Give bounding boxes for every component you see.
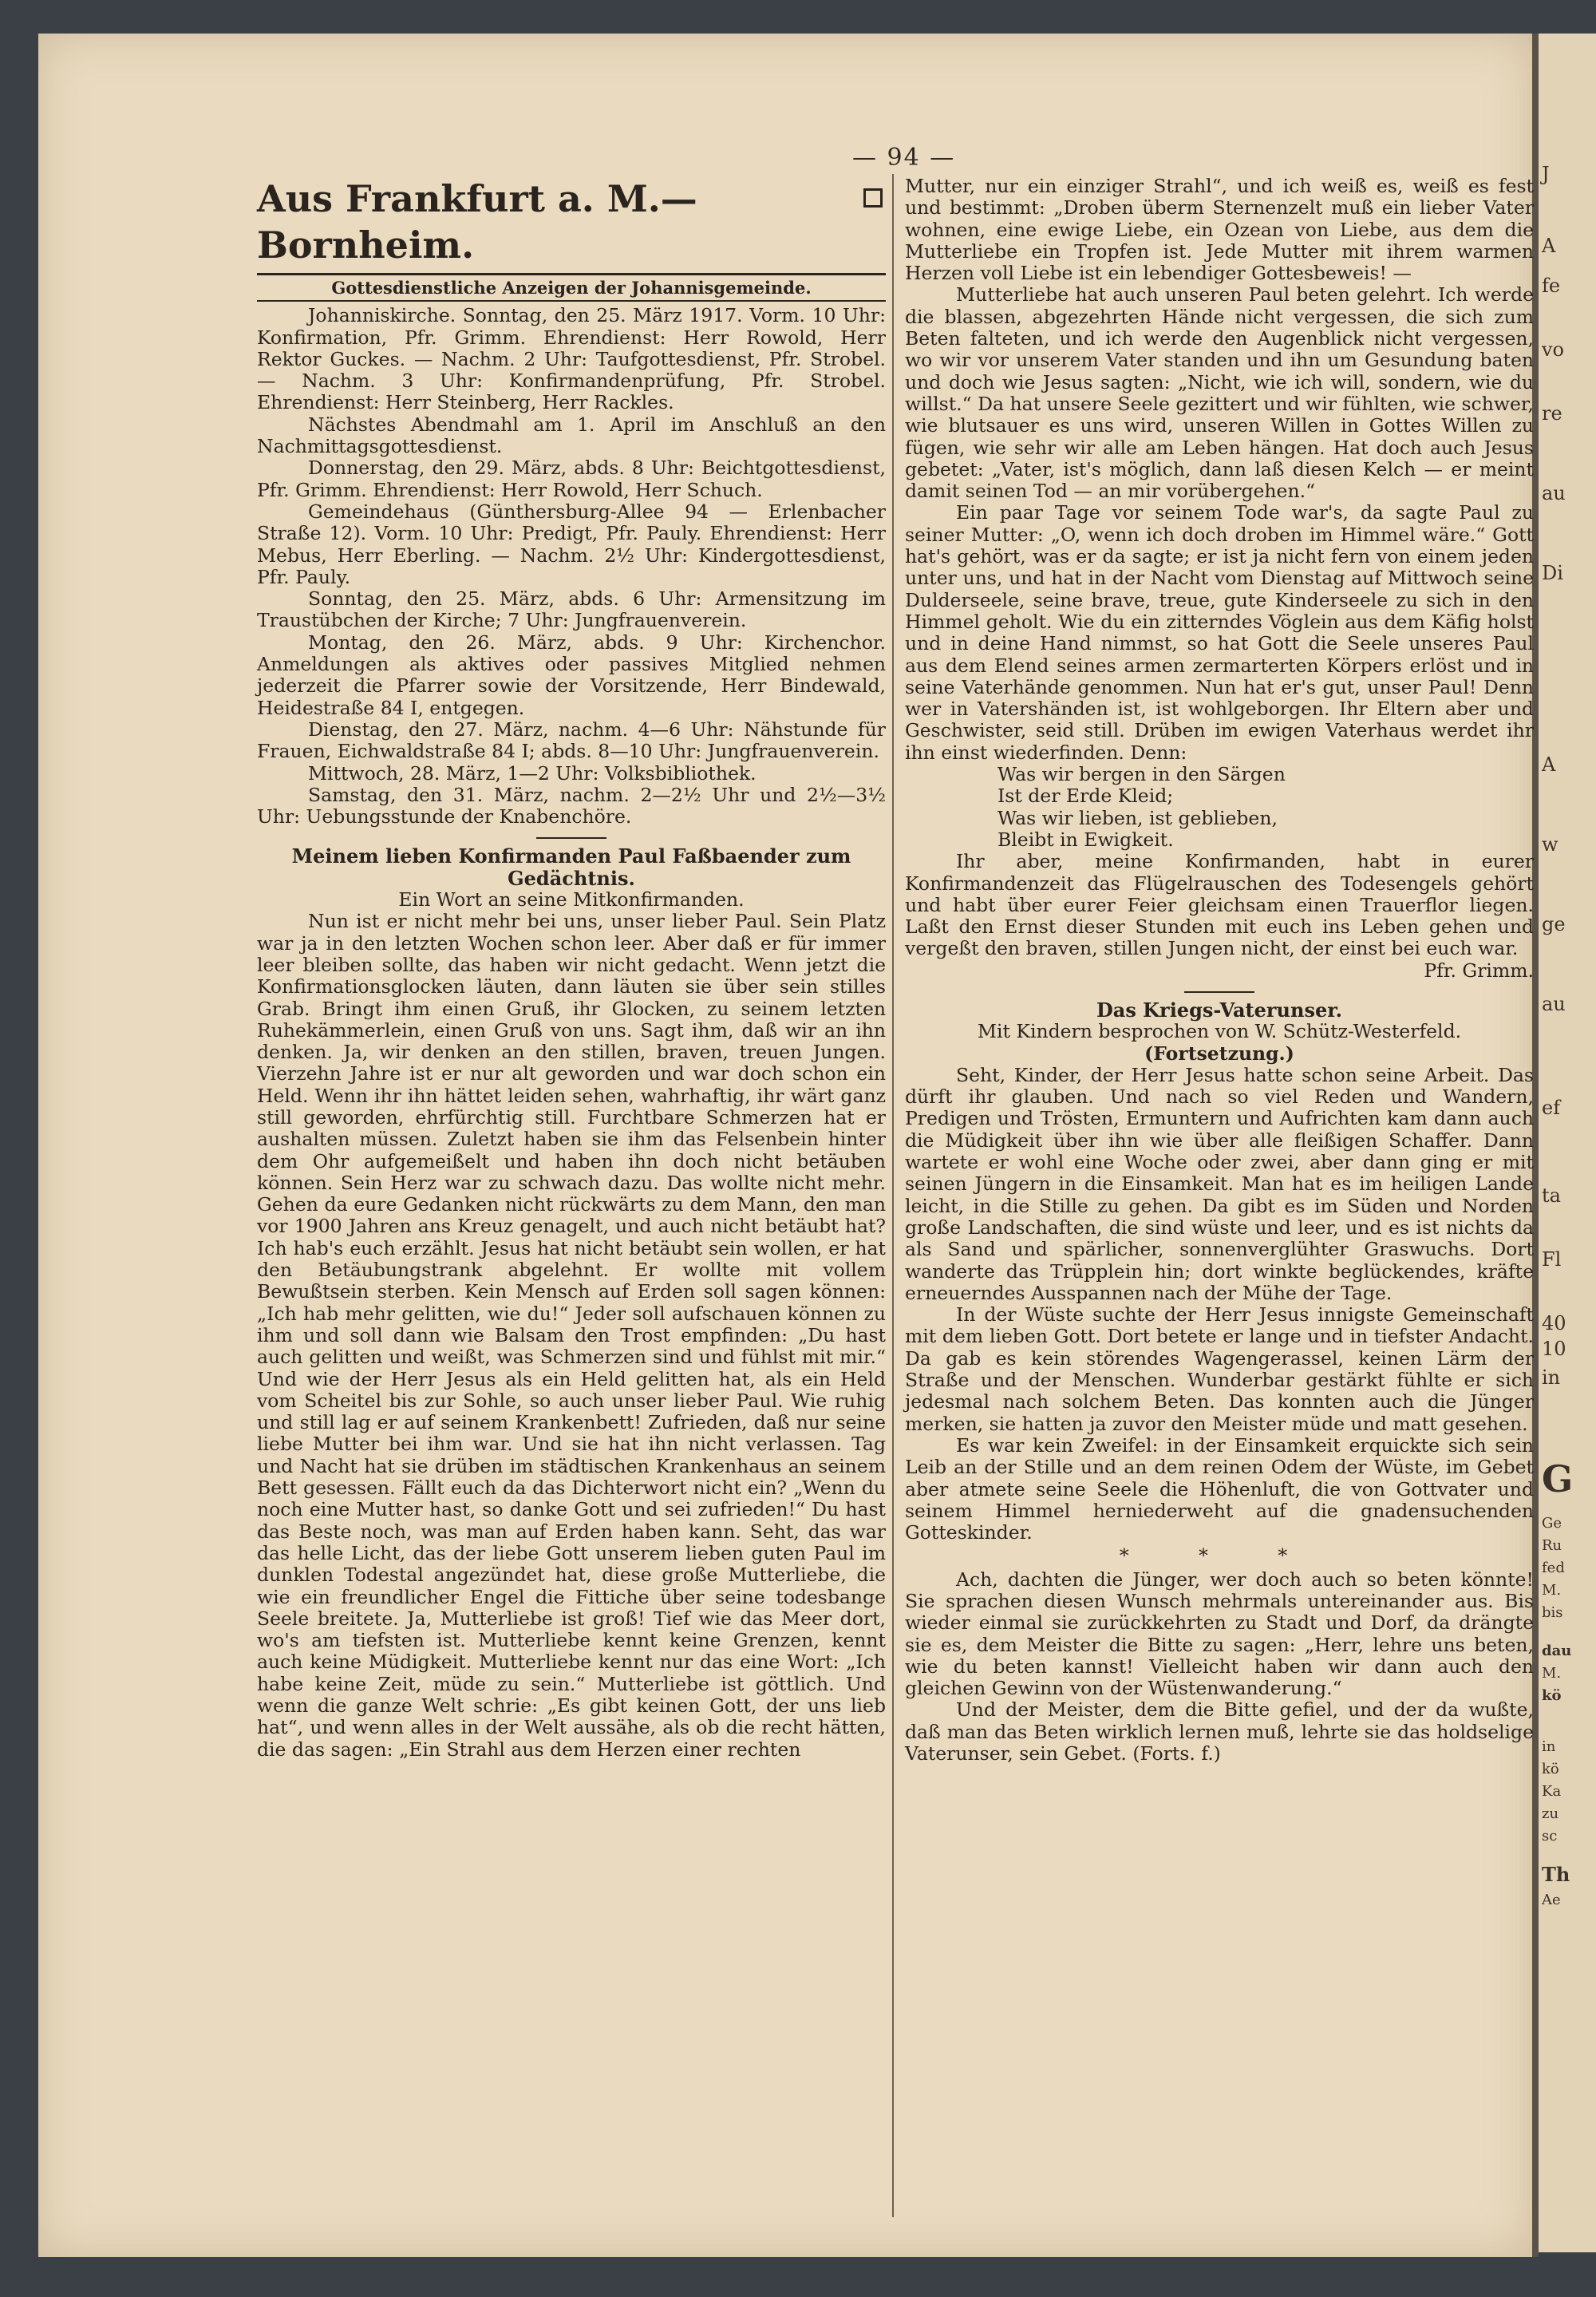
section-rule xyxy=(1184,991,1254,993)
announcement-paragraph: Johanniskirche. Sonntag, den 25. März 1917. Vorm. 10 Uhr: Konfirmation, Pfr. Grimm. Ehrendienst: Herr Rowold, Herr Rektor Guckes. — Nachm. 2 Uhr: Taufgottesdienst, Pfr. Strobel. — Nachm. 3 Uhr: Konfirmandenprüfung, Pfr. Strobel. Ehrendienst: Herr Steinberg, Herr Rackles. xyxy=(257,304,886,414)
edge-fragment: M. xyxy=(1542,1582,1562,1599)
edge-fragment: Ge xyxy=(1542,1515,1562,1532)
announcement-paragraph: Donnerstag, den 29. März, abds. 8 Uhr: Beichtgottesdienst, Pfr. Grimm. Ehrendienst: Herr Rowold, Herr Schuch. xyxy=(257,457,886,501)
edge-fragment: M. xyxy=(1542,1665,1562,1682)
memorial-paragraph: Ein paar Tage vor seinem Tode war's, da sagte Paul zu seiner Mutter: „O, wenn ich doch droben im Himmel wäre.“ Gott hat's gehört, was er da sagte; er ist ja nicht fern von einem jeden unter uns, und hat in der Nacht vom Dienstag auf Mittwoch seine Dulderseele, seine brave, treue, gute Kinderseele zu sich in den Himmel geholt. Wie du ein zitterndes Vöglein aus dem Käfig holst und in deine Hand nimmst, so hat Gott die Seele unseres Paul aus dem Elend seines armen zermarterten Körpers erlöst und in seine Vaterhände genommen. Nun hat er's gut, unser Paul! Denn wer in Vatershänden ist, ist wohlgeborgen. Ihr Eltern aber und Geschwister, seid still. Drüben im ewigen Vaterhaus werdet ihr ihn einst wiederfinden. Denn: xyxy=(905,501,1534,764)
edge-fragment: ta xyxy=(1542,1184,1561,1207)
edge-fragment: Ru xyxy=(1542,1537,1562,1554)
next-page-edge xyxy=(1539,34,1596,2252)
square-ornament-icon xyxy=(863,188,883,208)
edge-fragment: kö xyxy=(1542,1761,1559,1777)
edge-fragment: vo xyxy=(1542,338,1565,361)
poem xyxy=(905,764,1534,851)
edge-fragment: Ka xyxy=(1542,1783,1562,1800)
announcement-paragraph: Dienstag, den 27. März, nachm. 4—6 Uhr: Nähstunde für Frauen, Eichwaldstraße 84 I; abds. 8—10 Uhr: Jungfrauenverein. xyxy=(257,718,886,763)
edge-fragment: G xyxy=(1542,1457,1574,1500)
vaterunser-paragraph: Und der Meister, dem die Bitte gefiel, und der da wußte, daß man das Beten wirklich lernen muß, lehrte sie das holdselige Vaterunser, sein Gebet. (Forts. f.) xyxy=(905,1698,1534,1765)
edge-fragment: in xyxy=(1542,1366,1561,1389)
edge-fragment: Di xyxy=(1542,562,1563,584)
poem-line: Was wir bergen in den Särgen xyxy=(998,763,1286,786)
signature: Pfr. Grimm. xyxy=(1424,959,1534,982)
edge-fragment: ge xyxy=(1542,913,1566,935)
continuation-note: (Fortsetzung.) xyxy=(1144,1042,1294,1065)
announcement-paragraph: Sonntag, den 25. März, abds. 6 Uhr: Armensitzung im Traustübchen der Kirche; 7 Uhr: Jungfrauenverein. xyxy=(257,587,886,632)
edge-fragment: au xyxy=(1542,482,1566,504)
memorial-subtitle: Ein Wort an seine Mitkonfirmanden. xyxy=(398,888,745,911)
edge-fragment: ef xyxy=(1542,1097,1561,1119)
edge-fragment: kö xyxy=(1542,1687,1562,1704)
vaterunser-title: Das Kriegs-Vaterunser. xyxy=(1096,998,1343,1022)
edge-fragment: fe xyxy=(1542,275,1561,297)
vaterunser-paragraph: Seht, Kinder, der Herr Jesus hatte schon seine Arbeit. Das dürft ihr glauben. Und nach so viel Reden und Wandern, Predigen und Trösten, Ermuntern und Aufrichten kam dann auch die Müdigkeit über ihn wie über alle fleißigen Schaffer. Dann wartete er wohl eine Woche oder zwei, aber dann ging er mit seinen Jüngern in die Einsamkeit. Man hat es im heiligen Lande leicht, in die Stille zu gehen. Da gibt es im Süden und Norden große Landschaften, die sind wüste und leer, und es ist nichts da als Sand und spärlicher, sonnenverglühter Graswuchs. Dort wanderte das Trüpplein hin; dort winkte beglückendes, kräfte erneuerndes Ausspannen nach der Mühe der Tage. xyxy=(905,1063,1534,1304)
right-column xyxy=(905,176,1534,2219)
edge-fragment: zu xyxy=(1542,1805,1559,1822)
edge-fragment: A xyxy=(1542,753,1556,776)
announcement-paragraph: Gemeindehaus (Günthersburg-Allee 94 — Erlenbacher Straße 12). Vorm. 10 Uhr: Predigt, Pfr. Pauly. Ehrendienst: Herr Mebus, Herr Eberling. — Nachm. 2½ Uhr: Kindergottesdienst, Pfr. Pauly. xyxy=(257,500,886,588)
poem-line: Bleibt in Ewigkeit. xyxy=(998,828,1174,851)
edge-fragment: Fl xyxy=(1542,1248,1562,1271)
memorial-paragraph: Ihr aber, meine Konfirmanden, habt in eurer Konfirmandenzeit das Flügelrauschen des Todesengels gehört und habt über eurer Feier gleichsam einen Trauerflor liegen. Laßt den Ernst dieser Stunden mit euch ins Leben gehen und vergeßt den braven, stillen Jungen nicht, der einst bei euch war. xyxy=(905,850,1534,960)
announcement-paragraph: Mittwoch, 28. März, 1—2 Uhr: Volksbibliothek. xyxy=(308,761,757,785)
edge-fragment: fed xyxy=(1542,1560,1565,1576)
edge-fragment: dau xyxy=(1542,1643,1572,1659)
memorial-paragraph: Mutterliebe hat auch unseren Paul beten gelehrt. Ich werde die blassen, abgezehrten Hände nicht vergessen, die sich zum Beten falteten, und ich werde den Augenblick nicht vergessen, wo wir vor unserem Vater standen und ihn um Gesundung baten und doch wie Jesus sagten: „Nicht, wie ich will, sondern, wie du willst.“ Da hat unsere Seele gezittert und wir fühlten, wie schwer, wie blutsauer es uns wird, unseren Willen in Gottes Willen zu fügen, wie sehr wir alle am Leben hängen. Hat doch auch Jesus gebetet: „Vater, ist's möglich, dann laß diesen Kelch — er meint damit seinen Tod — an mir vorübergehen.“ xyxy=(905,283,1534,503)
vaterunser-paragraph: Es war kein Zweifel: in der Einsamkeit erquickte sich sein Leib an der Stille und an dem reinen Odem der Wüste, im Gebet aber atmete seine Seele die Höhenluft, die von Gottvater und seinem Himmel herniederweht auf die gnadensuchenden Gotteskinder. xyxy=(905,1433,1534,1544)
edge-fragment: bis xyxy=(1542,1604,1563,1621)
memorial-text: Nun ist er nicht mehr bei uns, unser lieber Paul. Sein Platz war ja in den letzten Wochen schon leer. Aber daß er für immer leer bleiben sollte, das haben wir nicht gedacht. Wenn jetzt die Konfirmationsglocken läuten, dann läuten sie über sein stilles Grab. Bringt ihm einen Gruß, ihr Glocken, zu seinem letzten Ruhekämmerlein, einen Gruß von uns. Sagt ihm, daß wir an ihn denken. Ja, wir denken an den stillen, braven, treuen Jungen. Vierzehn Jahre ist er nur alt geworden und war doch schon ein Held. Wenn ihr ihn hättet leiden sehen, wahrhaftig, ihr wärt ganz still geworden, ehrfürchtig still. Furchtbare Schmerzen hat er aushalten müssen. Zuletzt haben sie ihm das Felsenbein hinter dem Ohr aufgemeißelt und haben ihn doch nicht betäuben können. Sein Herz war zu schwach dazu. Das wollte nicht mehr. Gehen da eure Gedanken nicht rückwärts zu dem Mann, den man vor 1900 Jahren ans Kreuz genagelt, und auch nicht betäubt hat? Ich hab's euch erzählt. Jesus hat nicht betäubt sein wollen, er hat den Betäubungstrank abgelehnt. Er wollte mit vollem Bewußtsein sterben. Kein Mensch auf Erden soll sagen können: „Ich hab mehr gelitten, wie du!“ Jeder soll aufschauen können zu ihm und soll dann wie Balsam den Trost empfinden: „Du hast auch gelitten und weißt, was Schmerzen sind und fühlst mit mir.“ Und wie der Herr Jesus als ein Held gelitten hat, als ein Held vom Scheitel bis zur Sohle, so auch unser lieber Paul. Wie ruhig und still lag er auf seinem Krankenbett! Zufrieden, daß nur seine liebe Mutter bei ihm war. Und sie hat ihn nicht verlassen. Tag und Nacht hat sie drüben im städtischen Krankenhaus an seinem Bett gesessen. Fällt euch da das Dichterwort nicht ein? „Wenn du noch eine Mutter hast, so danke Gott und sei zufrieden!“ Du hast das Beste noch, was man auf Erden haben kann. Seht, das war das helle Licht, das der liebe Gott unserem lieben guten Paul im dunklen Todestal angezündet hat, diese große Mutterliebe, die wie ein freundlicher Engel die Fittiche über seine todesbange Seele breitete. Ja, Mutterliebe ist groß! Tief wie das Meer dort, wo's am tiefsten ist. Mutterliebe kennt keine Grenzen, kennt auch keine Müdigkeit. Mutterliebe kennt nur das eine Wort: „Ich habe keine Zeit, müde zu sein.“ Mutterliebe ist göttlich. Und wenn die ganze Welt schrie: „Es gibt keinen Gott, der uns lieb hat“, und wenn alles in der Welt aussähe, als ob die recht hätten, die das sagen: „Ein Strahl aus dem Herzen einer rechten xyxy=(257,910,886,1761)
vaterunser-paragraph: Ach, dachten die Jünger, wer doch auch so beten könnte! Sie sprachen diesen Wunsch mehrmals untereinander aus. Bis wieder einmal sie zurückkehrten zu Stadt und Dorf, da drängte sie es, dem Meister die Bitte zu sagen: „Herr, lehre uns beten, wie du beten kannst! Vielleicht haben wir dann auch den gleichen Gewinn von der Wüstenwanderung.“ xyxy=(905,1568,1534,1700)
section-rule xyxy=(536,837,606,839)
edge-fragment: Ae xyxy=(1542,1892,1561,1908)
headline xyxy=(257,176,886,275)
announcements-subhead: Gottesdienstliche Anzeigen der Johannisgemeinde. xyxy=(257,277,886,302)
edge-fragment: 10 xyxy=(1542,1338,1566,1360)
vaterunser-subtitle: Mit Kindern besprochen von W. Schütz-Westerfeld. xyxy=(977,1020,1462,1043)
memorial-text-continued: Mutter, nur ein einziger Strahl“, und ich weiß es, weiß es fest und bestimmt: „Droben überm Sternenzelt muß ein lieber Vater wohnen, eine ewige Liebe, ein Ozean von Liebe, aus dem die Mutterliebe ein Tropfen ist. Jede Mutter mit ihrem warmen Herzen voll Liebe ist ein lebendiger Gottesbeweis! — xyxy=(905,175,1534,285)
edge-fragment: au xyxy=(1542,993,1566,1015)
announcement-paragraph: Montag, den 26. März, abds. 9 Uhr: Kirchenchor. Anmeldungen als aktives oder passives Mitglied nehmen jederzeit die Pfarrer sowie der Vorsitzende, Herr Bindewald, Heidestraße 84 I, entgegen. xyxy=(257,631,886,719)
headline-text: Aus Frankfurt a. M.—Bornheim. xyxy=(257,177,697,267)
poem-line: Was wir lieben, ist geblieben, xyxy=(998,806,1278,829)
page-number: — 94 — xyxy=(852,144,956,172)
edge-fragment: sc xyxy=(1542,1828,1558,1844)
edge-fragment: J xyxy=(1542,163,1550,185)
edge-fragment: in xyxy=(1542,1738,1556,1755)
section-stars: * * * xyxy=(1119,1544,1320,1568)
memorial-title: Meinem lieben Konfirmanden Paul Faßbaender zum Gedächtnis. xyxy=(291,844,851,890)
edge-fragment: Th xyxy=(1542,1863,1570,1886)
edge-fragment: 40 xyxy=(1542,1312,1566,1334)
vaterunser-paragraph: In der Wüste suchte der Herr Jesus innigste Gemeinschaft mit dem lieben Gott. Dort betete er lange und in tiefster Andacht. Da gab es kein störendes Wagengerassel, keinen Lärm der Straße und der Menschen. Wunderbar gestärkt fühlte er sich jedesmal nach solchem Beten. Das konnten auch die Jünger merken, sie hatten ja zuvor den Meister müde und matt gesehen. xyxy=(905,1303,1534,1435)
edge-fragment: re xyxy=(1542,402,1562,425)
left-column xyxy=(257,176,886,2219)
announcement-paragraph: Nächstes Abendmahl am 1. April im Anschluß an den Nachmittagsgottesdienst. xyxy=(257,413,886,458)
column-divider xyxy=(892,174,894,2217)
edge-fragment: w xyxy=(1542,833,1558,856)
poem-line: Ist der Erde Kleid; xyxy=(998,785,1174,808)
announcement-paragraph: Samstag, den 31. März, nachm. 2—2½ Uhr und 2½—3½ Uhr: Uebungsstunde der Knabenchöre. xyxy=(257,783,886,828)
edge-fragment: A xyxy=(1542,235,1556,257)
